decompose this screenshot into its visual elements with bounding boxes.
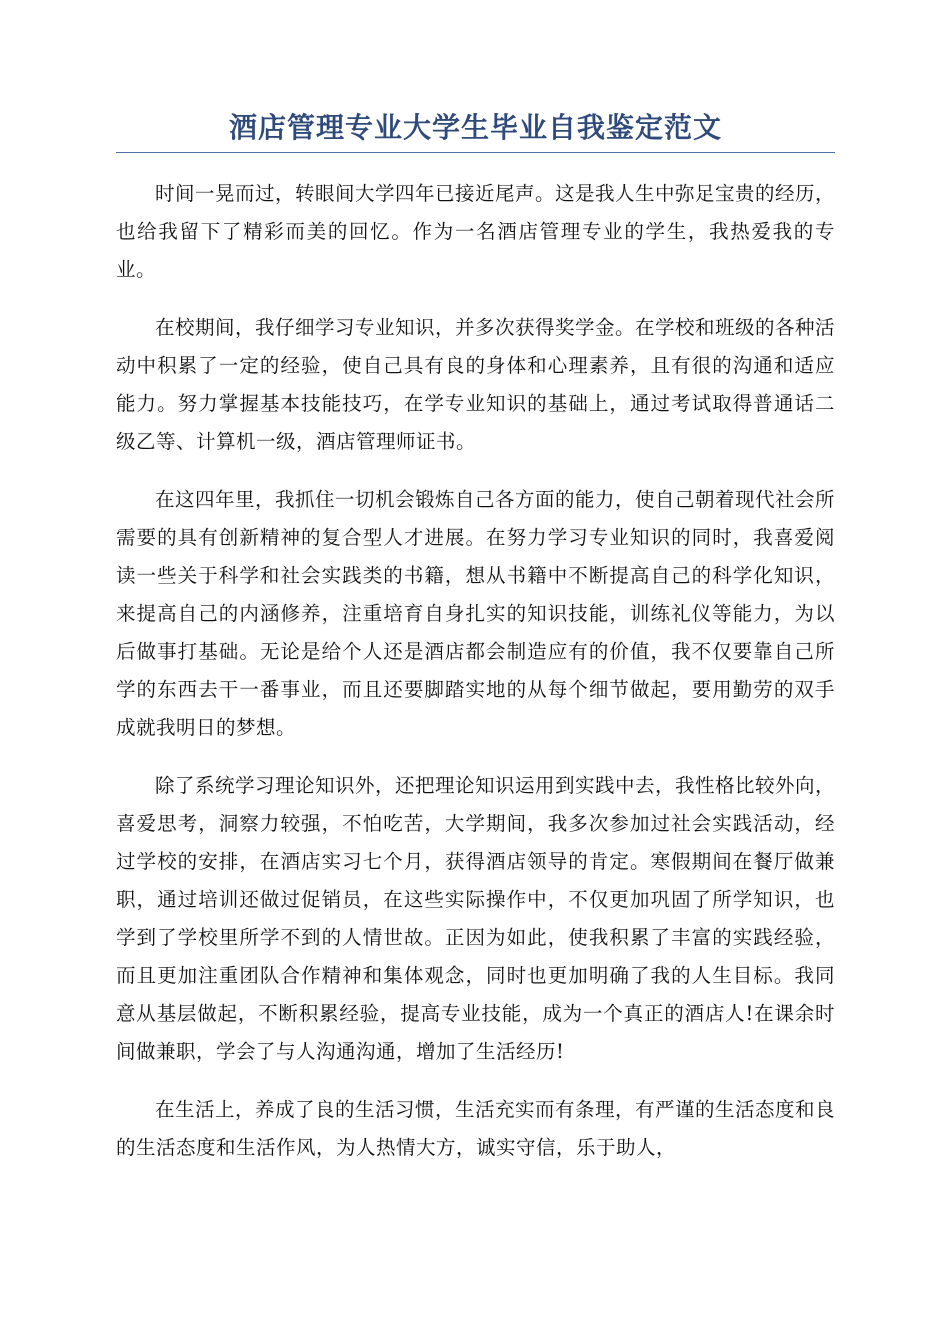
paragraph: 除了系统学习理论知识外，还把理论知识运用到实践中去，我性格比较外向，喜爱思考，洞察力较强，不怕吃苦，大学期间，我多次参加过社会实践活动，经过学校的安排，在酒店实习七个月，获得酒店领导的肯定。寒假期间在餐厅做兼职，通过培训还做过促销员，在这些实际操作中，不仅更加巩固了所学知识，也学到了学校里所学不到的人情世故。正因为如此，使我积累了丰富的实践经验，而且更加注重团队合作精神和集体观念，同时也更加明确了我的人生目标。我同意从基层做起，不断积累经验，提高专业技能，成为一个真正的酒店人!在课余时间做兼职，学会了与人沟通沟通，增加了生活经历! — [116, 774, 836, 1063]
document-page — [116, 108, 835, 1187]
document-body — [116, 175, 835, 1167]
paragraph: 在生活上，养成了良的生活习惯，生活充实而有条理，有严谨的生活态度和良的生活态度和生活作风，为人热情大方，诚实守信，乐于助人， — [116, 1098, 836, 1159]
paragraph: 时间一晃而过，转眼间大学四年已接近尾声。这是我人生中弥足宝贵的经历，也给我留下了精彩而美的回忆。作为一名酒店管理专业的学生，我热爱我的专业。 — [116, 182, 836, 281]
paragraph: 在校期间，我仔细学习专业知识，并多次获得奖学金。在学校和班级的各种活动中积累了一定的经验，使自己具有良的身体和心理素养，且有很的沟通和适应能力。努力掌握基本技能技巧，在学专业知识的基础上，通过考试取得普通话二级乙等、计算机一级，酒店管理师证书。 — [116, 316, 836, 453]
document-title: 酒店管理专业大学生毕业自我鉴定范文 — [116, 108, 835, 153]
paragraph: 在这四年里，我抓住一切机会锻炼自己各方面的能力，使自己朝着现代社会所需要的具有创新精神的复合型人才进展。在努力学习专业知识的同时，我喜爱阅读一些关于科学和社会实践类的书籍，想从书籍中不断提高自己的科学化知识，来提高自己的内涵修养，注重培育自身扎实的知识技能，训练礼仪等能力，为以后做事打基础。无论是给个人还是酒店都会制造应有的价值，我不仅要靠自己所学的东西去干一番事业，而且还要脚踏实地的从每个细节做起，要用勤劳的双手成就我明日的梦想。 — [116, 488, 836, 739]
